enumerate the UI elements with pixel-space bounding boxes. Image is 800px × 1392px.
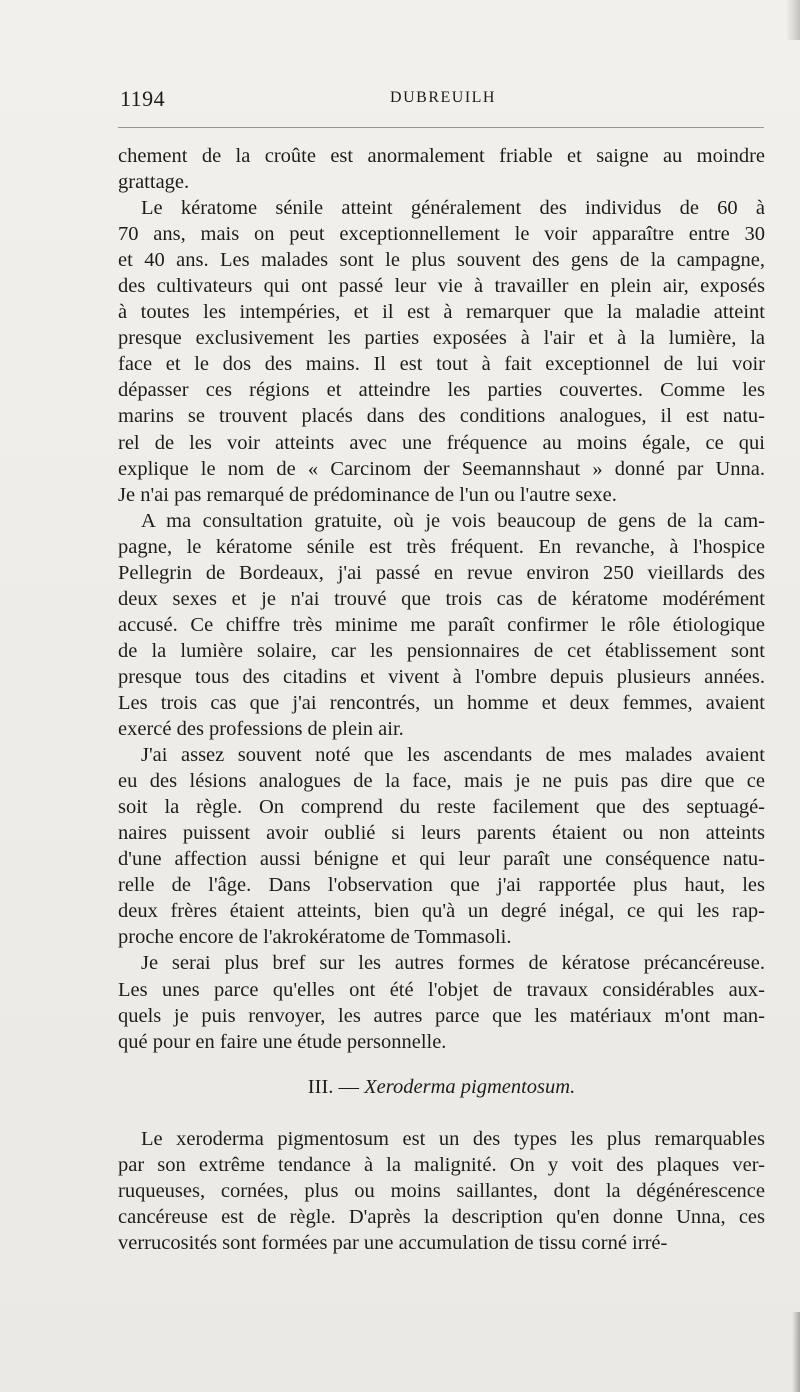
body-text-top <box>118 143 765 1055</box>
text-line: de la lumière solaire, car les pensionnaires de cet établissement sont <box>118 639 765 662</box>
text-line: J'ai assez souvent noté que les ascendants de mes malades avaient <box>141 744 765 767</box>
text-line: accusé. Ce chiffre très minime me paraît confirmer le rôle étiologique <box>118 613 765 636</box>
text-line: Le kératome sénile atteint généralement des individus de 60 à <box>141 197 765 220</box>
text-line: pagne, le kératome sénile est très fréquent. En revanche, à l'hospice <box>118 535 765 558</box>
text-line: deux sexes et je n'ai trouvé que trois cas de kératome modérément <box>118 587 765 610</box>
text-line: relle de l'âge. Dans l'observation que j'ai rapportée plus haut, les <box>118 874 765 897</box>
text-line: ruqueuses, cornées, plus ou moins saillantes, dont la dégénérescence <box>118 1180 765 1203</box>
text-line: proche encore de l'akrokératome de Tommasoli. <box>118 926 512 949</box>
text-line: Je n'ai pas remarqué de prédominance de l'un ou l'autre sexe. <box>118 483 617 506</box>
text-line: face et le dos des mains. Il est tout à fait exceptionnel de lui voir <box>118 353 765 376</box>
paragraph <box>118 1126 765 1256</box>
text-line: verrucosités sont formées par une accumulation de tissu corné irré- <box>118 1232 668 1255</box>
header-rule <box>118 127 764 128</box>
paragraph <box>118 143 765 195</box>
text-line: marins se trouvent placés dans des conditions analogues, il est natu- <box>118 405 765 428</box>
text-line: presque exclusivement les parties exposées à l'air et à la lumière, la <box>118 327 765 350</box>
page-header <box>120 86 766 116</box>
text-line: A ma consultation gratuite, où je vois beaucoup de gens de la cam- <box>141 509 765 532</box>
section-number: III. — <box>307 1076 360 1098</box>
text-line: qué pour en faire une étude personnelle. <box>118 1030 447 1053</box>
paragraph <box>118 950 765 1054</box>
body-text-bottom <box>118 1126 765 1256</box>
text-line: 70 ans, mais on peut exceptionnellement le voir apparaître entre 30 <box>118 223 765 246</box>
text-line: d'une affection aussi bénigne et qui leur paraît une conséquence natu- <box>118 848 765 871</box>
text-line: Les unes parce qu'elles ont été l'objet de travaux considérables aux- <box>118 978 765 1001</box>
paragraph <box>118 508 765 742</box>
text-line: presque tous des citadins et vivent à l'ombre depuis plusieurs années. <box>118 665 765 688</box>
text-line: Je serai plus bref sur les autres formes de kératose précancéreuse. <box>141 952 765 975</box>
text-line: eu des lésions analogues de la face, mais je ne puis pas dire que ce <box>118 770 765 793</box>
text-line: cancéreuse est de règle. D'après la description qu'en donne Unna, ces <box>118 1206 765 1229</box>
text-line: Les trois cas que j'ai rencontrés, un homme et deux femmes, avaient <box>118 691 765 714</box>
text-line: rel de les voir atteints avec une fréquence au moins égale, ce qui <box>118 431 765 454</box>
text-line: par son extrême tendance à la malignité. On y voit des plaques ver- <box>118 1154 765 1177</box>
page-edge-shadow-bottom <box>792 1312 800 1392</box>
section-title: Xeroderma pigmentosum. <box>364 1076 576 1098</box>
text-line: et 40 ans. Les malades sont le plus souvent des gens de la campagne, <box>118 249 765 272</box>
text-line: deux frères étaient atteints, bien qu'à un degré inégal, ce qui les rap- <box>118 900 765 923</box>
text-line: Pellegrin de Bordeaux, j'ai passé en revue environ 250 vieillards des <box>118 561 765 584</box>
text-line: soit la règle. On comprend du reste facilement que des septuagé- <box>118 796 765 819</box>
section-heading <box>118 1076 765 1099</box>
running-head: DUBREUILH <box>390 89 496 106</box>
page-number: 1194 <box>120 86 166 111</box>
text-line: à toutes les intempéries, et il est à remarquer que la maladie atteint <box>118 301 765 324</box>
text-line: dépasser ces régions et atteindre les parties couvertes. Comme les <box>118 379 765 402</box>
text-line: explique le nom de « Carcinom der Seemannshaut » donné par Unna. <box>118 457 765 480</box>
text-line: des cultivateurs qui ont passé leur vie à travailler en plein air, exposés <box>118 275 765 298</box>
text-line: grattage. <box>118 171 190 194</box>
page-edge-shadow <box>786 0 800 40</box>
text-line: Le xeroderma pigmentosum est un des types les plus remarquables <box>141 1128 765 1150</box>
paragraph <box>118 195 765 508</box>
text-line: quels je puis renvoyer, les autres parce que les matériaux m'ont man- <box>118 1004 765 1027</box>
paragraph <box>118 742 765 950</box>
text-line: naires puissent avoir oublié si leurs parents étaient ou non atteints <box>118 822 765 845</box>
text-line: chement de la croûte est anormalement friable et saigne au moindre <box>118 145 765 167</box>
text-line: exercé des professions de plein air. <box>118 718 404 741</box>
